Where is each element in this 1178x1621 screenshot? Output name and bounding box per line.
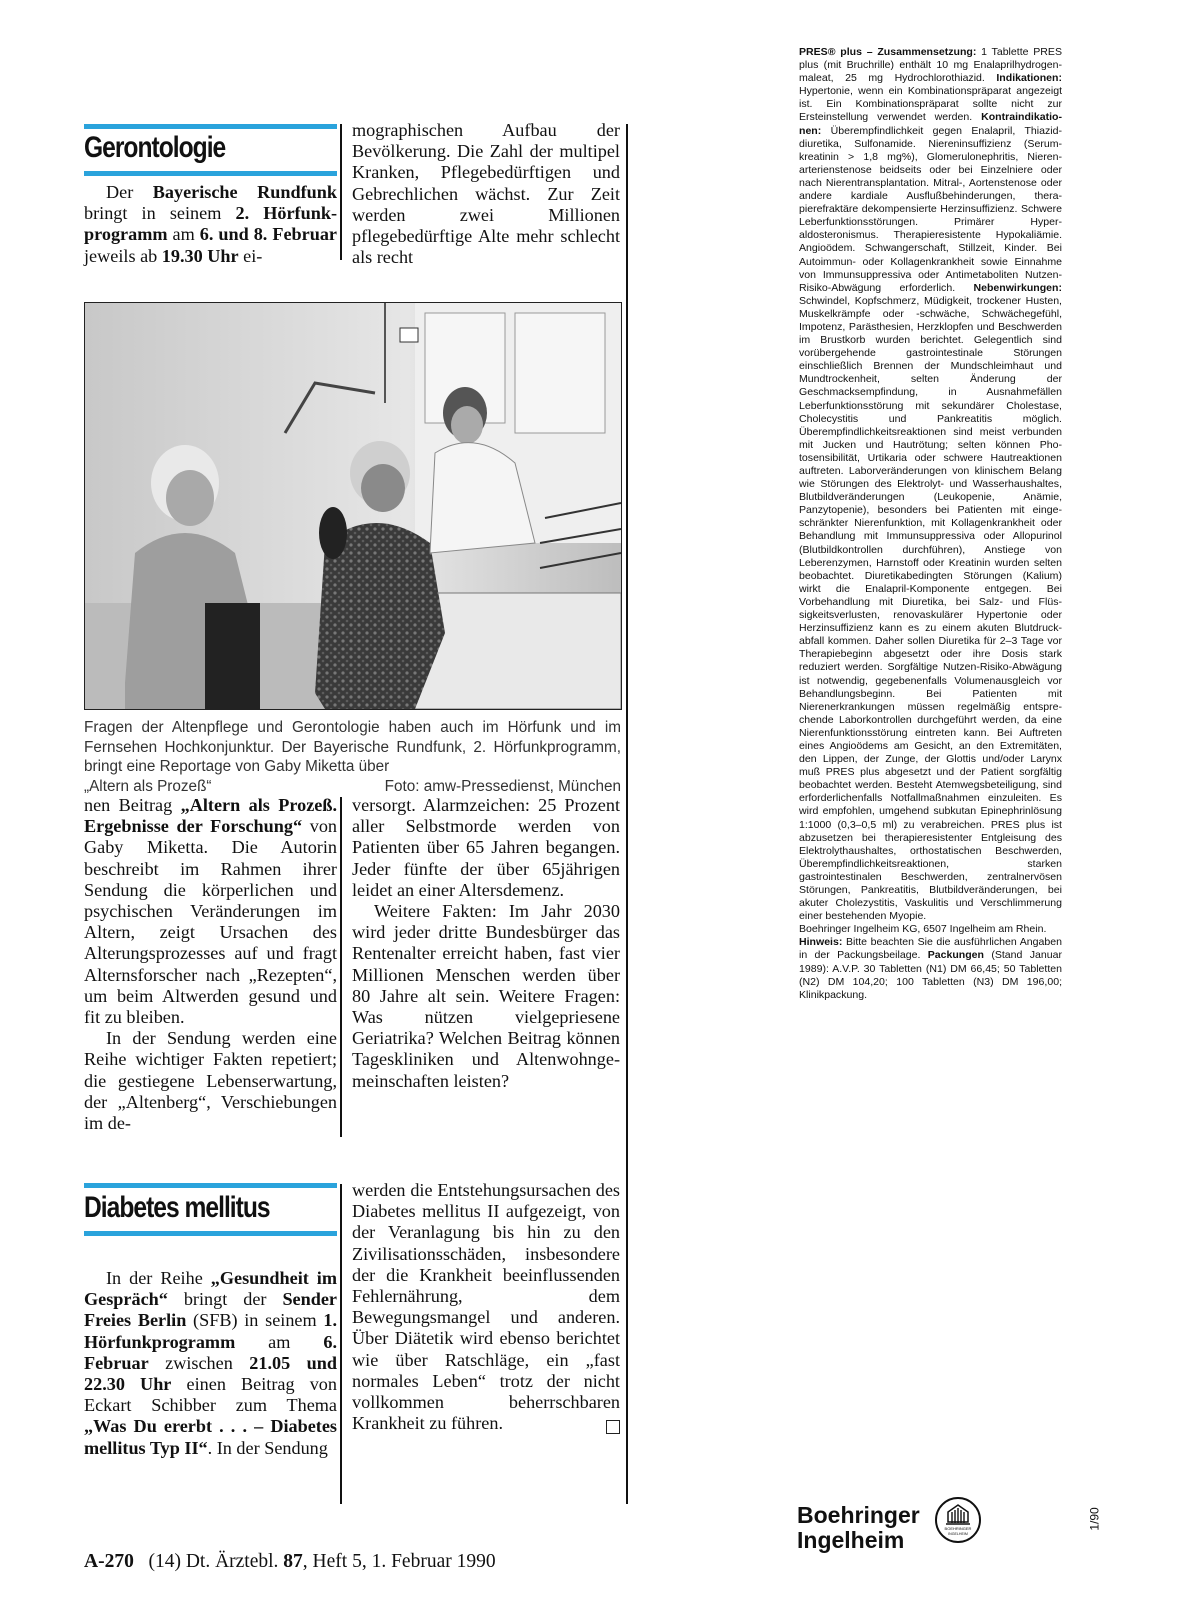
paragraph (352, 901, 620, 1092)
photo-caption (84, 718, 621, 796)
text-run: . In der Sendung (207, 1437, 328, 1458)
bold-run: 6. Februar (84, 1331, 337, 1373)
text-run: In der Reihe (106, 1268, 211, 1288)
text-run: nen Beitrag (84, 795, 181, 815)
section-rule-bottom (84, 1231, 337, 1236)
text-run: von Gaby Miketta. Die Autorin beschreibt im Rahmen ihrer Sendung die körperlichen und psychischen Veränderungen im Altern, zeigt Ursachen des Alterungsprozesses auf und fragt Alternsforscher nach „Rezepten“, um beim Altwerden gesund und fit zu bleiben. (84, 816, 338, 1028)
text-run: (SFB) in seinem (186, 1310, 324, 1331)
diabetes-column-2 (352, 1180, 620, 1438)
svg-text:INGELHEIM: INGELHEIM (948, 1532, 968, 1536)
text-run: bringt der (167, 1289, 283, 1310)
logo-line-2: Ingelheim (797, 1527, 905, 1553)
svg-text:BOEHRINGER: BOEHRINGER (944, 1526, 972, 1531)
paragraph (799, 46, 1062, 923)
gerontologie-column-4 (352, 795, 620, 1092)
paragraph (352, 120, 620, 268)
section-rule-bottom (84, 171, 337, 176)
bold-run: Bayerische Rundfunk (152, 182, 337, 202)
paragraph (84, 1268, 337, 1459)
bold-run: 19.30 Uhr (161, 245, 239, 266)
column-divider (340, 797, 342, 1137)
paragraph (352, 1180, 620, 1434)
paragraph (84, 182, 337, 267)
text-run: Bitte beachten Sie die ausführlichen Angaben in der Packungsbeilage. (799, 936, 1062, 962)
column-divider-right (626, 124, 628, 1504)
text-run: Weitere Fakten: Im Jahr 2030 wird jeder dritte Bundesbürger das Rentenalter erreicht haben, fast vier Millionen Menschen werden über 80 Jahre alt sein. Weitere Fragen: Was nützen vielgepriesene Geriatrika? Welchen Beitrag können Tageskliniken und Altenwohngemeinschaften leisten? (352, 901, 620, 1091)
paragraph (799, 923, 1062, 936)
text-run: Schwindel, Kopfschmerz, Müdigkeit, trockener Husten, Muskelkrämpfe oder -schwäche, Schwächegefühl, Impotenz, Parästhesien, Herzklopfen und Beschwerden im Brustkorb wurden berichtet. Gelegentlich sind vorübergehende gastrointestinale Störungen einschließlich Brennen der Mundschleimhaut und Mundtrockenheit, selten Änderung der Geschmacksempfindung, in Ausnahmefällen Leberfunktionsstörung mit sekundärer Cholestase, Cholecystitis und Pankreatitis möglich. Überempfindlichkeitsreaktionen sind meist verbunden mit Jucken und Hautrötung; selten können Photosensibilität, Urtikaria oder schwere Hautreaktionen auftreten. Laborveränderungen von klinischem Belang wie Störungen des Elektrolyt- und Wasserhaushaltes, Blutbildveränderungen (Leukopenie, Anämie, Panzytopenie), besonders bei Patienten mit eingeschränkter Nierenfunktion, mit Kollagenkrankheit oder Behandlung mit Immunsuppressiva oder Allopurinol (Blutbildkontrollen durchführen), Anstiege von Leberenzymen, Harnstoff oder Kreatinin wurden selten beobachtet. Diuretikabedingten Störungen (Kalium) wirkt die Enalapril-Komponente entgegen. Bei Vorbehandlung mit Diuretika, bei Salz- und Flüssigkeitsverlusten, renovaskulärer Hypertonie oder Herzinsuffizienz kann es zu einem akuten Blutdruckabfall kommen. Daher sollen Diuretika für 2–3 Tage vor Therapiebeginn abgesetzt oder ihre Dosis stark reduziert werden. Sorgfältige Nutzen-Risiko-Abwägung ist notwendig, gegebenenfalls Volumenausgleich vor Behandlungsbeginn. Bei Patienten mit Nierenerkrankungen müssen regelmäßig entsprechende Laborkontrollen durchgeführt werden, da eine Nierenfunktionsstörung eintreten kann. Bei Auftreten eines Angioödems am Gesicht, an den Extremitäten, den Lippen, der Zunge, der Glottis und/oder Larynx muß PRES plus abgesetzt und der Patient sorgfältig beobachtet werden. Besteht Atemwegsbeteiligung, sind erforderlichenfalls Notfallmaßnahmen einzuleiten. Es wird empfohlen, umgehend subkutan Epinephrinlösung 1:1000 (0,3–0,5 ml) zu verabreichen. PRES plus ist abzusetzen bei therapieresistenter Entgleisung des Elektrolythaushaltes, orthostatischen Beschwerden, Überempfindlichkeitsreaktionen, starken gastrointestinalen Beschwerden, zentralnervösen Störungen, Pankreatitis, Blutbildveränderungen, bei akuter Cholezystitis, Vaskulitis und Verschlimmerung einer bestehenden Myopie. (799, 294, 1062, 923)
boehringer-logo-wordmark (797, 1503, 920, 1553)
paragraph (799, 936, 1062, 1001)
bold-run: 6. und 8. Februar (199, 224, 337, 245)
text-run: 1 Tablette PRES plus (mit Bruchrille) enthält 10 mg Enalaprilhydrogenmaleat, 25 mg Hydrochlorothiazid. (799, 46, 1062, 85)
text-run: Boehringer Ingelheim KG, 6507 Ingelheim am Rhein. (799, 923, 1047, 936)
bold-run: Sender Freies Berlin (84, 1289, 337, 1331)
gerontologie-column-2 (352, 120, 620, 268)
bold-run: „Gesundheit im Gespräch“ (84, 1268, 337, 1310)
citation-volume: 87 (283, 1551, 303, 1572)
citation-prefix: (14) Dt. Ärztebl. (148, 1551, 284, 1572)
section-heading-diabetes: Diabetes mellitus (84, 1191, 270, 1224)
paragraph (352, 795, 620, 901)
text-run: mographischen Aufbau der Bevölkerung. Die Zahl der multipel Kranken, Pflegebedürftigen und Gebrechlichen wächst. Zur Zeit werden zwei Millionen pflegebedürftige Alte mehr schlecht als recht (352, 120, 620, 268)
text-run: In der Sendung werden eine Reihe wichtiger Fakten repetiert; die gestiegene Lebenserwartung, der „Altenberg“, Verschiebungen im de- (84, 1028, 337, 1134)
end-of-article-icon (606, 1417, 620, 1438)
text-run: zwischen (148, 1352, 250, 1373)
photo-caption-text: Fragen der Altenpflege und Gerontologie haben auch im Hörfunk und im Fernsehen Hochkonjunktur. Der Bayerische Rundfunk, 2. Hörfunkprogramm, bringt eine Reportage von Gaby Miketta über (84, 719, 621, 776)
bold-run: 1. Hörfunkprogramm (84, 1310, 337, 1352)
gerontologie-column-1 (84, 182, 337, 267)
bold-run: Nebenwirkungen: (973, 281, 1062, 294)
logo-line-1: Boehringer (797, 1502, 920, 1528)
text-run: ei- (238, 245, 263, 266)
section-rule-top (84, 124, 337, 129)
bold-run: 2. Hörfunkprogramm (84, 203, 338, 245)
diabetes-column-1 (84, 1268, 337, 1459)
text-run: bringt in seinem (84, 203, 236, 224)
text-run: am (235, 1331, 324, 1352)
photo-caption-last-line (84, 777, 621, 797)
photo-caption-tail: „Altern als Prozeß“ (84, 777, 212, 795)
text-run: Hypertonie, wenn ein Kombinationspräparat angezeigt ist. Ein Kombinationspräparat sollte nicht zur Ersteinstellung verwendet werden. (799, 85, 1062, 124)
section-heading-gerontologie: Gerontologie (84, 131, 226, 164)
text-run: einen Beitrag von Eckart Schibber zum Thema (84, 1374, 337, 1416)
text-run: (Stand Januar 1989): A.V.P. 30 Tabletten (N1) DM 66,45; 50 Tabletten (N2) DM 104,20; 100 Tabletten (N3) DM 196,00; Klinikpackung. (799, 949, 1062, 1001)
text-run: Überempfindlichkeit gegen Enalapril, Thiaziddiuretika, Sulfonamide. Niereninsuffizienz (Serumkreatinin > 1,8 mg%), Glomerulonephritis, Nierenarterienstenose beidseits oder bei Einzelniere oder nach Nierentransplantation. Mitral-, Aortenstenose oder andere kardiale Ausflußbehinderungen, therapierefraktäre dekompensierte Herzinsuffizienz. Schwere Leberfunktionsstörungen. Primärer Hyperaldosteronismus. Therapieresistente Hypokaliämie. Angioödem. Schwangerschaft, Stillzeit, Kinder. Bei Autoimmun- oder Kollagenkrankheit sowie Einnahme von Immunsuppressiva oder Antimetaboliten Nutzen-Risiko-Abwägung erforderlich. (799, 124, 1062, 294)
text-run: versorgt. Alarmzeichen: 25 Prozent aller Selbstmorde werden von Patienten über 65 Jahren begangen. Jeder fünfte der über 65jährigen leidet an einer Altersdemenz. (352, 795, 620, 900)
column-divider (340, 1184, 342, 1504)
bold-run: „Altern als Prozeß. Ergebnisse der Forschung“ (84, 795, 337, 837)
citation-suffix: , Heft 5, 1. Februar 1990 (302, 1551, 496, 1572)
page-number: A-270 (84, 1551, 134, 1572)
text-run: am (167, 224, 200, 245)
photo-credit: Foto: amw-Pressedienst, München (384, 777, 621, 795)
column-divider (340, 124, 342, 260)
bold-run: Kontraindikationen: (799, 111, 1062, 137)
bold-run: PRES® plus – Zusammensetzung: (799, 46, 977, 58)
bold-run: Packungen (927, 949, 984, 962)
bold-run: „Was Du ererbt . . . – Diabetes mellitus Typ II“ (84, 1416, 337, 1458)
drug-info-text (799, 46, 1062, 1002)
bold-run: Hinweis: (799, 936, 843, 949)
bold-run: Indikationen: (996, 72, 1062, 85)
text-run: Der (106, 182, 153, 202)
paragraph (84, 1028, 337, 1134)
gerontologie-column-3 (84, 795, 337, 1134)
article-photo (84, 302, 622, 710)
section-rule-top (84, 1183, 337, 1188)
paragraph (84, 795, 337, 1028)
page-footer (84, 1551, 496, 1573)
text-run: werden die Entstehungsursachen des Diabetes mellitus II aufgezeigt, von der Veranlagung bis hin zu den Zivilisationsschäden, insbesondere der die Krankheit beeinflussenden Fehlernährung, dem Bewegungsmangel und anderen. Über Diätetik wird ebenso berichtet wie über Ratschläge, ein „fast normales Leben“ trotz der nicht vollkommen beherrschbaren Krankheit zu führen. (352, 1180, 620, 1434)
boehringer-seal-icon (934, 1496, 982, 1544)
bold-run: 21.05 und 22.30 Uhr (84, 1352, 337, 1395)
photo-illustration (85, 303, 621, 709)
text-run: jeweils ab (84, 245, 162, 266)
side-code: 1/90 (1087, 1507, 1102, 1531)
